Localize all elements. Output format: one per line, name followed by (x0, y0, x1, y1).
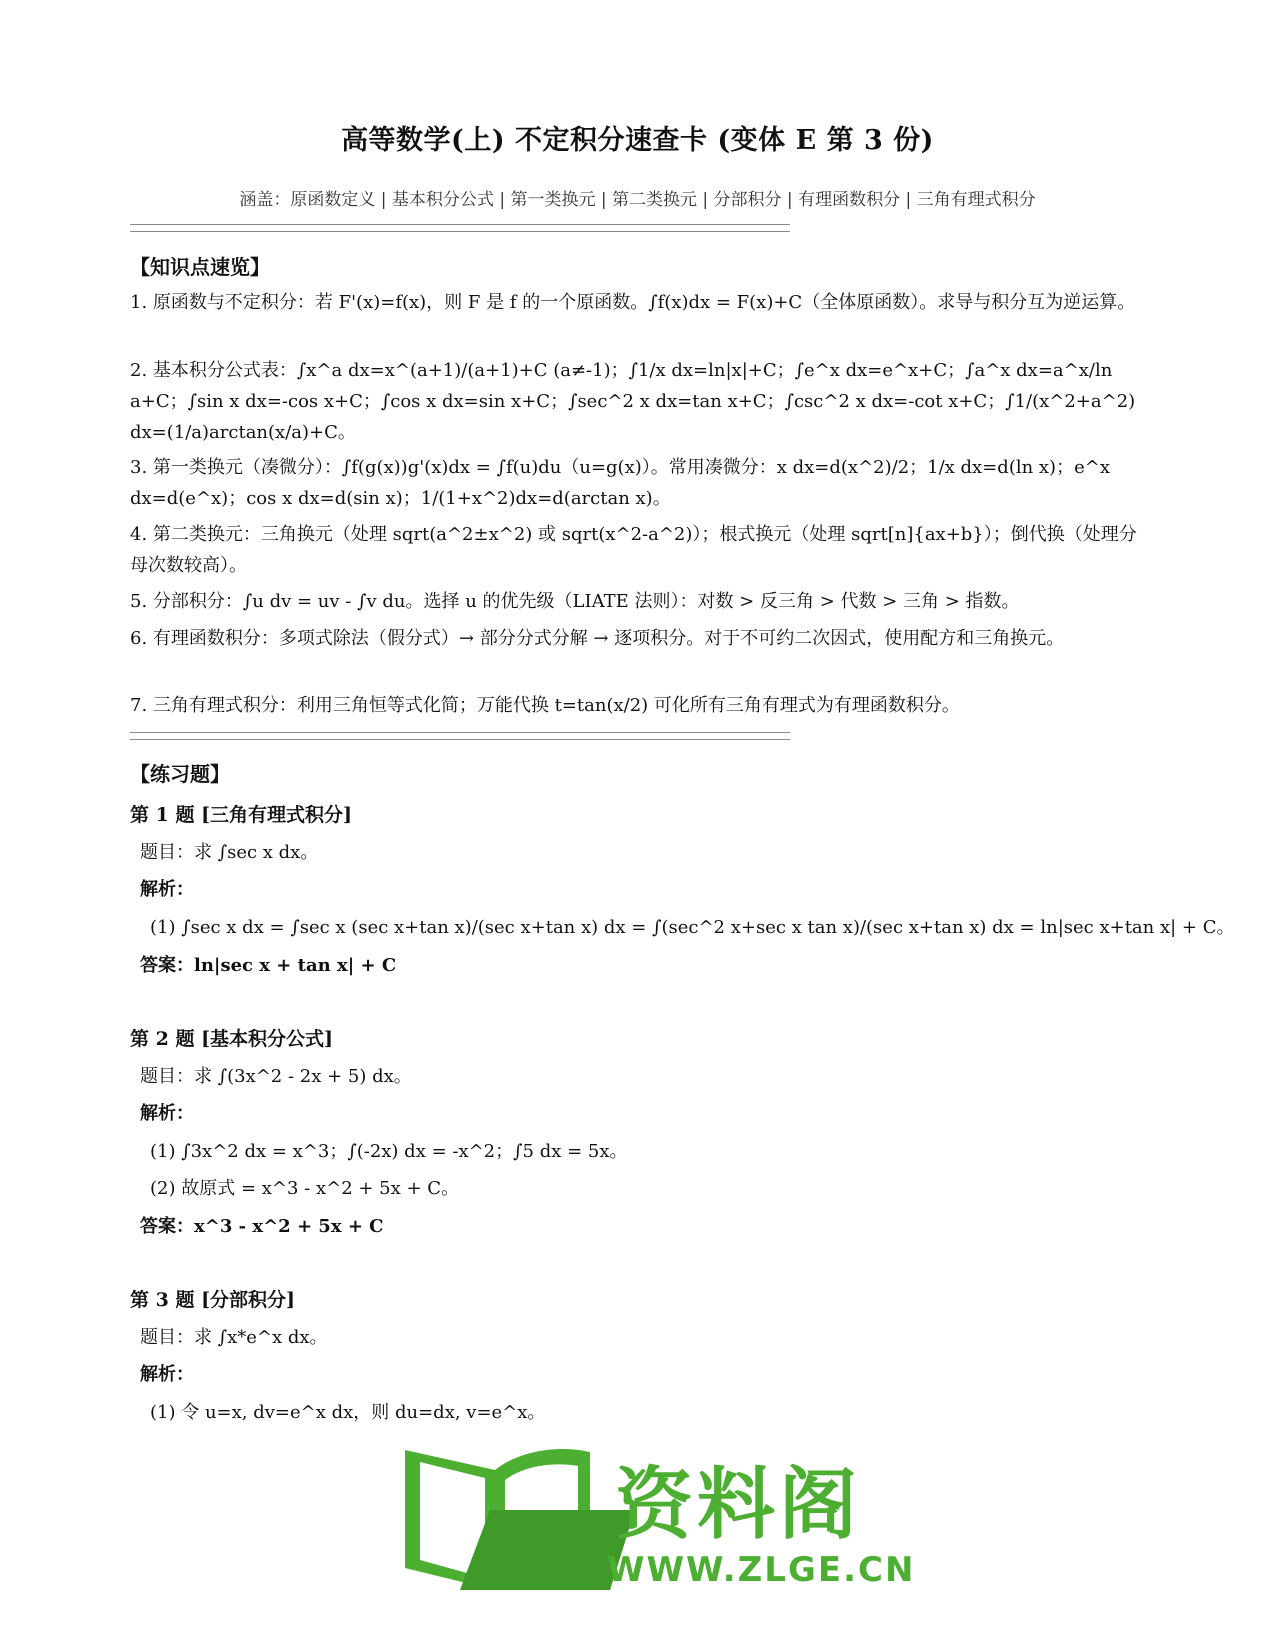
watermark-name: 资料阁 (615, 1460, 862, 1550)
knowledge-item-5: 5. 分部积分：∫u dv = uv - ∫v du。选择 u 的优先级（LIATE 法则）：对数 > 反三角 > 代数 > 三角 > 指数。 (130, 591, 1020, 612)
q3-title: 第 3 题 [分部积分] (130, 1289, 296, 1311)
q1-title: 第 1 题 [三角有理式积分] (130, 804, 353, 826)
document-subtitle: 涵盖：原函数定义 | 基本积分公式 | 第一类换元 | 第二类换元 | 分部积分 | 有理函数积分 | 三角有理式积分 (239, 190, 1036, 210)
q3-question: 题目：求 ∫x*e^x dx。 (140, 1327, 328, 1348)
watermark-url: WWW.ZLGE.CN (607, 1550, 916, 1590)
knowledge-item-6: 6. 有理函数积分：多项式除法（假分式）→ 部分分式分解 → 逐项积分。对于不可约二次因式，使用配方和三角换元。 (130, 628, 1065, 649)
q2-question: 题目：求 ∫(3x^2 - 2x + 5) dx。 (140, 1066, 412, 1087)
q3-step-1: (1) 令 u=x, dv=e^x dx，则 du=dx, v=e^x。 (150, 1402, 546, 1423)
document-title: 高等数学(上) 不定积分速查卡 (变体 E 第 3 份) (341, 125, 934, 156)
knowledge-item-1: 1. 原函数与不定积分：若 F'(x)=f(x)，则 F 是 f 的一个原函数。∫f(x)dx = F(x)+C（全体原函数）。求导与积分互为逆运算。 (130, 292, 1136, 313)
q2-step-2: (2) 故原式 = x^3 - x^2 + 5x + C。 (150, 1178, 460, 1199)
q2-analysis-label: 解析： (140, 1103, 194, 1124)
separator-top (130, 224, 790, 232)
q1-step-1: (1) ∫sec x dx = ∫sec x (sec x+tan x)/(sec x+tan x) dx = ∫(sec^2 x+sec x tan x)/(sec x+tan x) dx = ln|sec x+tan x| + C。 (150, 917, 1235, 938)
q1-question: 题目：求 ∫sec x dx。 (140, 842, 319, 863)
q2-step-1: (1) ∫3x^2 dx = x^3；∫(-2x) dx = -x^2；∫5 dx = 5x。 (150, 1141, 628, 1162)
q1-answer: 答案：ln|sec x + tan x| + C (140, 955, 397, 976)
knowledge-item-7: 7. 三角有理式积分：利用三角恒等式化简；万能代换 t=tan(x/2) 可化所有三角有理式为有理函数积分。 (130, 695, 960, 716)
q2-title: 第 2 题 [基本积分公式] (130, 1028, 334, 1050)
knowledge-item-4: 4. 第二类换元：三角换元（处理 sqrt(a^2±x^2) 或 sqrt(x^2-a^2)）；根式换元（处理 sqrt[n]{ax+b}）；倒代换（处理分母次数较高）。 (130, 524, 1137, 576)
q1-analysis-label: 解析： (140, 879, 194, 900)
knowledge-item-3: 3. 第一类换元（凑微分）：∫f(g(x))g'(x)dx = ∫f(u)du（u=g(x)）。常用凑微分：x dx=d(x^2)/2；1/x dx=d(ln x)；e^x dx=d(e^x)；cos x dx=d(sin x)；1/(1+x^2)dx=d(arctan x)。 (130, 457, 1110, 509)
q3-analysis-label: 解析： (140, 1364, 194, 1385)
knowledge-item-2: 2. 基本积分公式表：∫x^a dx=x^(a+1)/(a+1)+C (a≠-1)；∫1/x dx=ln|x|+C；∫e^x dx=e^x+C；∫a^x dx=a^x/ln a+C；∫sin x dx=-cos x+C；∫cos x dx=sin x+C；∫sec^2 x dx=tan x+C；∫csc^2 x dx=-cot x+C；∫1/(x^2+a^2) dx=(1/a)arctan(x/a)+C。 (130, 360, 1136, 443)
knowledge-heading: 【知识点速览】 (130, 255, 270, 279)
practice-heading: 【练习题】 (130, 762, 230, 786)
separator-middle (130, 732, 790, 740)
q2-answer: 答案：x^3 - x^2 + 5x + C (140, 1216, 384, 1237)
